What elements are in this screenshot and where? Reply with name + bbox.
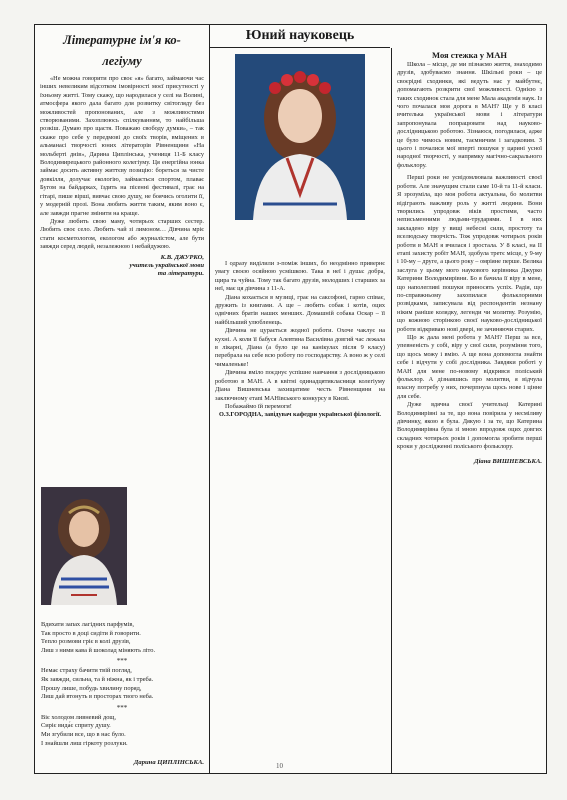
- poems: [35, 621, 209, 748]
- section-banner: Юний науковець: [210, 25, 390, 48]
- right-para4: Дуже вдячна своєї учительці Катерині Володимирівні за те, що вона повірила у несміливу дівчинку, якою я була. Дякую і за те, що Катерина Володимирівна була зі мною впродовж оцих довгих складних чотирьох років і допомогла зробити перші кроки у дослідженні поліського фольклору.: [397, 401, 542, 451]
- left-heading-line1: Літературне ім'я ко-: [63, 33, 181, 47]
- middle-text: [210, 260, 390, 420]
- right-title: Моя стежка у МАН: [432, 50, 507, 60]
- right-para2: Перші роки не усвідомлювала важливості своєї роботи. Але значущим стали саме 10-й та 11-й класи. Я зрозуміла, що моя робота актуальна, бо молитви відіграють важливу роль у житті людини. Вони творились упродовж віків простими, часто неписьменними людьми-трударями. І в них закладено віру у вищі небесні сили, простоту та вселюдську творчість. Тож упродовж чотирьох років роботи в МАН я вчилася і зростала. У 8 класі, на II етапі захисту робіт МАН, здобула третє місце, у 9-му і 10-му – друге, а цього року – омріяне перше. Велика заслуга у цьому мого наукового керівника Джурко Катерини Володимирівни. Бо я бачила її віру в мене, що наполегливі пошуки приносять успіх. Радія, що по-справжньому захопилася фольклорними розвідками, записувала від респондентів незнану ніким раніше колядку, легенди чи молитву. Розумію, що кожною сторінкою своєї науково-дослідницької роботи відкриваю нові двері, не зачиняючи старих.: [397, 174, 542, 333]
- left-sig-name: К.В. ДЖУРКО,: [160, 253, 204, 261]
- poem-line: Лиш з ними кава й шоколад міняють літо.: [41, 646, 156, 654]
- right-column: [391, 48, 547, 773]
- poem-line: Віє холодом ливневий дощ,: [41, 713, 116, 721]
- page-number: 10: [276, 762, 283, 770]
- middle-column: [210, 48, 390, 773]
- poem-2: [41, 667, 203, 701]
- middle-para3: Дівчина не цурається жодної роботи. Охоче чаклує на кухні. А коли її бабуся Алевтина Василівна довгий час лежала в лікарні, Діана (а було це на канікулах після 9 класу) перебрала на себе всю роботу по господарству. А воно ж у селі чималеньке!: [215, 327, 385, 368]
- middle-signature: О.З.ГОРОДНА, завідувач кафедри української філології.: [219, 411, 381, 419]
- poem-line: Вдихати запах лагідних парфумів,: [41, 621, 134, 628]
- poem-line: І знайшли лиш гіркоту розлуки.: [41, 739, 128, 747]
- left-sig-role2: та літератури.: [157, 270, 204, 278]
- middle-para1: І одразу виділили з-поміж інших, бо неодмінно привернє увагу своєю осяйною усмішкою. Така в неї і душа: добра, щира та чуйна. Тому так багато друзів, молодших і старших за неї, має ця дівчина з 11-А.: [215, 260, 385, 293]
- poem-3: [41, 714, 203, 748]
- poem-line: Так просто в доці сидіти й говорити.: [41, 629, 141, 637]
- stars-divider: ***: [116, 703, 128, 712]
- poem-line: Прошу лише, побудь хвилину поряд,: [41, 684, 142, 692]
- poem-line: Сиріє вида́є сприту душу.: [41, 722, 111, 730]
- photo-diana: [235, 54, 365, 220]
- photo-daryna: [41, 487, 127, 605]
- right-para3: Що ж дала мені робота у МАН? Перш за все, упевненість у собі, віру у свої сили, розуміння того, що щось можу і вмію. А ще вона допомогла знайти себе і відчути у собі дослідника. Завдяки роботі у МАН для мене по-новому відкрився поліський фольклор. А дізнавшись про молитви, я відчула власну потребу у них, почерпнула щось нове і цінне для себе.: [397, 334, 542, 400]
- poem-line: Немає страху бачити твій погляд,: [41, 667, 132, 675]
- left-column: [35, 25, 210, 773]
- left-sig-role1: учитель української мови: [129, 261, 204, 269]
- middle-para4: Дівчина вміло поєднує успішне навчання з дослідницькою роботою в МАН. А в квітні одинадцятикласниця колегіуму Діана Вишневська захищатиме честь Рівненщини на заключному етапі МАНівського конкурсу в Києві.: [215, 369, 385, 402]
- right-signature: Діана ВИШНЕВСЬКА.: [474, 457, 542, 465]
- middle-para2: Діана кохається в музиці, грає на саксофоні, гарно співає, дружить із книгами. А ще – любить собак і котів, оцих одвічних братів наших менших. Домашній собака Оскар – її найбільший улюбленець.: [215, 293, 385, 326]
- middle-para5: Побажаймо їй перемоги!: [225, 402, 292, 410]
- poem-line: Лиш дай втонуть в просторах твого неба.: [41, 693, 154, 701]
- left-heading-line2: легіуму: [102, 54, 142, 68]
- poem-1: [41, 621, 203, 655]
- right-para1: Школа – місце, де ми пізнаємо життя, знаходимо друзів, здобуваємо знання. Шкільні роки – це своєрідні сходинки, які ведуть нас у майбутнє, допомагають розкрити свої можливості. Однією з таких сходинок стала для мене Мала академія наук. Із чого почалася моя дорога в МАН? Ще у 8 класі вчителька української мови і літератури запропонувала попрацювати над науково-дослідницькою роботою. Зізнаюся, погодилася, адже це було чимось новим, таємничим і загадковим. З цього і почалися мої вперті пошуки у царині усної народної творчості, у напрямку магічно-сакрального фольклору.: [397, 61, 542, 169]
- poem-line: Як завжди, сильна, та й ніжна, як і треба.: [41, 675, 154, 683]
- poem-line: Ми згубили все, що в нас було.: [41, 730, 126, 738]
- newspaper-page: [34, 24, 547, 774]
- poem-line: Тепло розмови гріє в колі друзів,: [41, 638, 131, 646]
- left-author: Дарина ЦИПЛІНСЬКА.: [133, 759, 204, 766]
- left-para1: «Не можна говорити про своє «я» багато, займаючи час інших невеликим відсотком імовірності моєї присутності у їхньому житті. Тому скажу, що народилася у селі на Волині, атмосфера якого дала багато для розвитку світогляду без можливостей пропонованих, але з можливостями створюваними. Захоплююсь спілкуванням, то найбільша розкіш. Думаю про щастя. Поважаю свободу думки», – так скаже про себе у передмові до своїх творів, вміщених в альманасі творчості юних літераторів Рівненщини «На мольберті днів», Дарина Циплінська, учениця 11-Б класу Володимирецького районного колегіуму. Ця енергійна юнка займає досить активну життєву позицію: бореться за чисте довкілля, долучає екологію, займається спортом, плаває Бугом на байдарках, їздить на пісенні фестивалі, грає на гітарі, пише вірші, вивчає свою душу, не боячись оголити її, у модерній прозі. Вона любить життя таким, яким воно є, але завжди прагне змінити на краще.: [40, 75, 204, 217]
- stars-divider: ***: [116, 657, 128, 666]
- left-para2: Дуже любить свою маму, чотирьох старших сестер. Любить своє село. Любить чай зі лимоном… Дівчина мріє стати косметологом, екологом або журналістом, але бути завжди серед людей, незалежною і небайдужою.: [40, 217, 204, 251]
